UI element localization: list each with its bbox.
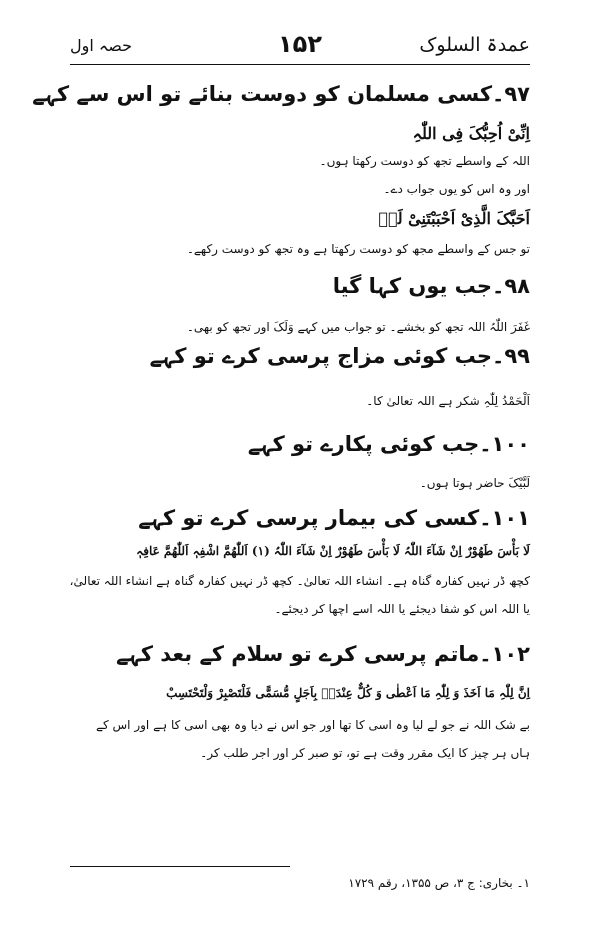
translation-line: ہاں ہر چیز کا ایک مقرر وقت ہے تو، تو صبر کر اور اجر طلب کر۔: [200, 746, 530, 760]
section-heading: ۹۸۔جب یوں کہا گیا: [332, 274, 530, 298]
translation-line: لَبَّیْکَ حاضر ہوتا ہوں۔: [419, 476, 530, 490]
translation-line: غَفَرَ اللّٰہُ اللہ تجھ کو بخشے۔ تو جواب میں کہے وَلَکَ اور تجھ کو بھی۔: [186, 320, 530, 334]
page-number: ۱۵۲: [278, 30, 322, 58]
instruction-line: اور وہ اس کو یوں جواب دے۔: [383, 182, 530, 196]
page-header: [70, 24, 530, 64]
header-divider: [70, 64, 530, 65]
arabic-supplication: اِنَّ لِلّٰہِ مَا اَخَذَ وَ لِلّٰہِ مَا اَعْطٰی وَ کُلٌّ عِنْدَہٗ بِاَجَلٍ مُّسَمًّی فَلْتَصْبِرْ وَلْتَحْتَسِبْ: [166, 686, 530, 700]
footnote: ۱۔ بخاری: ج ۳، ص ۱۳۵۵، رقم ۱۷۲۹: [348, 876, 530, 890]
section-heading: ۹۷۔کسی مسلمان کو دوست بنائے تو اس سے کہے: [32, 82, 530, 106]
book-title: عمدۃ السلوک: [419, 34, 530, 56]
arabic-supplication: اِنِّیْ اُحِبُّکَ فِی اللّٰہِ: [412, 124, 530, 143]
section-heading: ۱۰۲۔ماتم پرسی کرے تو سلام کے بعد کہے: [116, 642, 530, 666]
section-heading: ۱۰۱۔کسی کی بیمار پرسی کرے تو کہے: [138, 506, 530, 530]
translation-line: کچھ ڈر نہیں کفارہ گناہ ہے۔ انشاء اللہ تعالیٰ۔ کچھ ڈر نہیں کفارہ گناہ ہے انشاء اللہ تعالیٰ،: [69, 574, 530, 588]
arabic-supplication: اَحَبَّکَ الَّذِیْ اَحْبَبْتَنِیْ لَہٗ: [378, 209, 530, 228]
translation-line: اللہ کے واسطے تجھ کو دوست رکھتا ہوں۔: [319, 154, 530, 168]
section-heading: ۱۰۰۔جب کوئی پکارے تو کہے: [247, 432, 530, 456]
translation-line: اَلْحَمْدُ لِلّٰہِ شکر ہے اللہ تعالیٰ کا۔: [366, 394, 530, 408]
section-label: حصہ اول: [70, 36, 133, 55]
footnote-divider: [70, 866, 290, 867]
translation-line: تو جس کے واسطے مجھ کو دوست رکھتا ہے وہ تجھ کو دوست رکھے۔: [186, 242, 530, 256]
translation-line: بے شک اللہ نے جو لے لیا وہ اسی کا تھا اور جو اس نے دیا وہ بھی اسی کا ہے اور اس کے: [95, 718, 530, 732]
arabic-supplication: لَا بَأْسَ طَھُوْرٌ اِنْ شَآءَ اللّٰہُ لَا بَأْسَ طَھُوْرٌ اِنْ شَآءَ اللّٰہُ (۱) اَللّٰھُمَّ اشْفِہٖ اَللّٰھُمَّ عَافِہٖ: [136, 544, 530, 558]
section-heading: ۹۹۔جب کوئی مزاج پرسی کرے تو کہے: [149, 344, 530, 368]
translation-line: یا اللہ اس کو شفا دیجئے یا اللہ اسے اچھا کر دیجئے۔: [274, 602, 530, 616]
